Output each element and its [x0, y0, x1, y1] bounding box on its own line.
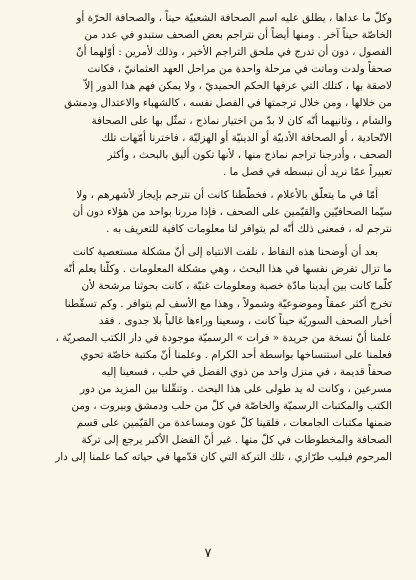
text-line: الاتّحادية ، أو الصحافة الأدبيّة أو الدينيّة أو الهزليّة ، فاخترنا أمّهات تلك — [101, 131, 392, 144]
text-line: نترجم له ، فمعنى ذلك أنّه لم يتوافر لنا معلومات كافية للتعريف به . — [106, 223, 392, 236]
text-line: مسرعين ، وكانت له يد طولى على هذا البحث . وتنقّلنا بين المزيد من دور — [80, 382, 392, 395]
paragraph-2 — [26, 187, 392, 238]
text-line: المرحوم فيليب طرّازي ، تلك التركة التي كان قدّمها في حياته كما علمنا إلى دار — [55, 451, 392, 464]
text-line: ضمنها مكتبات الجامعات ، فلقينا كلّ عون ومساعدة من القيّمين على قسم — [76, 417, 392, 430]
text-line: تخرج أكثر عمقاً وموضوعيّة وشمولاً ، وهذا مع الأسف لم يتوافر . وكم تسقّطنا — [64, 297, 392, 310]
page-number: ٧ — [204, 546, 212, 561]
text-line: أخبار الصحف السوريّة حيناً كانت ، وسعينا وراءها غالباً بلا جدوى . فقد — [98, 314, 392, 327]
text-line: الصحف ، وأدرجنا تراجم نماذج منها ، لأنها تكون أليق بالبحث ، وأكثر — [107, 148, 392, 161]
text-line: وكلّ ما عداها ، يطلق عليه اسم الصحافة الشعبيّة حيناً ، والصحافة الحرّة أو — [76, 12, 392, 24]
paragraph-1 — [26, 10, 392, 181]
text-line: من خلالها ، ومن خلال ترجمتها في الفصل نفسه ، كالشهباء والاعتدال ودمشق — [64, 97, 392, 110]
text-line: علمنا أنّ نسخة من جريدة « فرات » الرسميّة موجودة في دار الكتب المصريّة ، — [55, 331, 392, 344]
text-line: صحفاً ولدت وماتت في مرحلة واحدة من مراحل العهد العثمانيّ ، فكانت — [87, 63, 392, 76]
text-line: الخاصّة حيناً آخر . ومنها أيضاً أن نتراجم بعض الصحف ستبدو في عدد من — [84, 29, 392, 42]
text-line: سيّما الصحافيّين والقيّمين على الصحف ، فإذا مررنا بواحد من هؤلاء دون أن — [72, 206, 392, 219]
text-line: كلّما كانت بين أيدينا مادّة خصبة ومعلومات غنيّة ، كانت بحوثنا مرشحة لأن — [81, 280, 392, 293]
text-line: لاصقة بها ، كتلك التي عرفها الحكم الحميديّ ، ولا يمكن فهم هذا الدور إلاّ — [84, 80, 392, 93]
text-line: أمّا في ما يتعلّق بالأعلام ، فخطّطنا كانت أن نترجم بإيجاز لأشهرهم ، ولا — [76, 188, 378, 201]
text-line: بعد أن أوضحنا هذه النقاط ، نلفت الانتباه إلى أنّ مشكلة مستعصية كانت — [72, 246, 378, 259]
paragraph-3 — [26, 244, 392, 466]
text-line: الفصول ، دون أن تدرج في ملحق التراجم الأخير ، وذلك لأمرين : أوّلهما أنّ — [76, 46, 392, 59]
text-line: صحفاً قديمة ، في منزل واحد من ذوي الفضل في حلب ، فسعينا إليه — [101, 365, 392, 378]
text-line: ما تزال تفرض نفسها في هذا البحث ، وهي مشكلة المعلومات . وكلّنا يعلم أنّه — [63, 263, 392, 276]
text-line: الكتب والمكتبات الرسميّة والخاصّة في كلّ من حلب ودمشق وبيروت ، ومن — [71, 400, 392, 413]
text-line: الصحافة والمخطوطات في كلّ منها . غير أنّ الفضل الأكبر يرجع إلى تركة — [81, 434, 392, 447]
text-line: فعلمنا على استنساخها بواسطة أحد الكرام . وعلمنا أنّ مكتبة خاصّة تحوي — [80, 348, 392, 361]
text-line: والشام ، وثانيهما أنّه كان لا بدّ من اختيار نماذج ، تمثّل بها على الصحافة — [91, 114, 392, 127]
text-line: تعبيراً عمّا نريد أن نبسطه في فصل ما . — [223, 165, 392, 178]
